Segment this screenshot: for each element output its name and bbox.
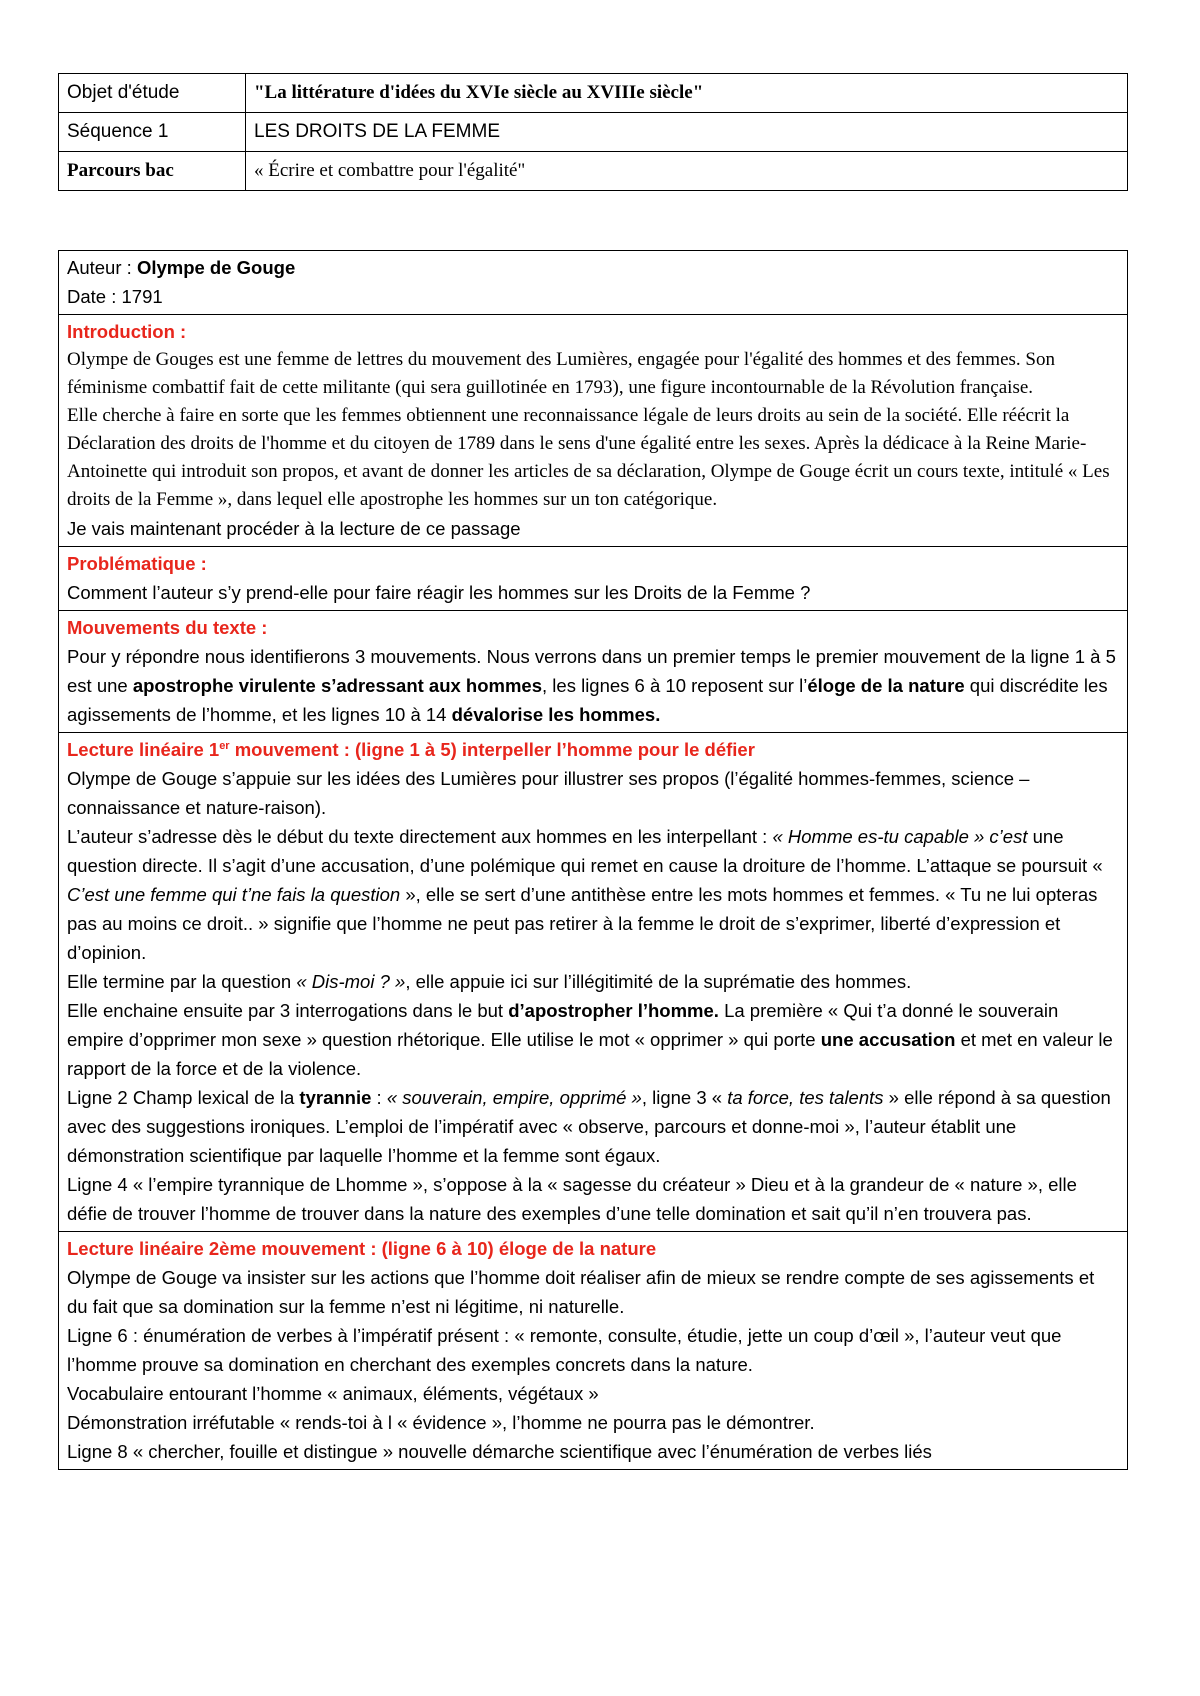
introduction-paragraph-2: Elle cherche à faire en sorte que les femmes obtiennent une reconnaissance légale de leurs droits au sein de la société. Elle réécrit la Déclaration des droits de l'homme et du citoyen de 1789 dans le sens d'une égalité entre les sexes. Après la dédicace à la Reine Marie-Antoinette qui introduit son propos, et avant de donner les articles de sa déclaration, Olympe de Gouge écrit un cours texte, intitulé « Les droits de la Femme », dans lequel elle apostrophe les hommes sur un ton catégorique. [67,405,1110,510]
lecture-2-title: Lecture linéaire 2ème mouvement : (ligne 6 à 10) éloge de la nature [67,1238,657,1259]
lecture-1-paragraph: Elle termine par la question « Dis-moi ? », elle appuie ici sur l’illégitimité de la suprématie des hommes. [67,971,912,992]
date-line: Date : 1791 [67,286,163,307]
introduction-title: Introduction : [67,321,187,342]
introduction-paragraph-1: Olympe de Gouges est une femme de lettres du mouvement des Lumières, engagée pour l'égalité des hommes et des femmes. Son féminisme combattif fait de cette militante (qui sera guillotinée en 1793), une figure incontournable de la Révolution française. [67,349,1055,398]
header-row-parcours [59,152,1128,191]
author-name: Olympe de Gouge [136,257,296,278]
sequence-value: LES DROITS DE LA FEMME [246,113,1128,152]
introduction-closing: Je vais maintenant procéder à la lecture de ce passage [67,518,521,539]
objet-label: Objet d'étude [59,74,246,113]
lecture-1-paragraph: Ligne 4 « l’empire tyrannique de Lhomme », s’oppose à la « sagesse du créateur » Dieu et à la grandeur de « nature », elle défie de trouver l’homme de trouver dans la nature des exemples d’une telle domination et sait qu’il n’en trouvera pas. [67,1174,1077,1224]
parcours-value: « Écrire et combattre pour l'égalité" [246,152,1128,191]
analysis-table [58,250,1128,1470]
lecture-2-paragraph: Ligne 8 « chercher, fouille et distingue » nouvelle démarche scientifique avec l’énumération de verbes liés [67,1441,932,1462]
lecture-1-title: Lecture linéaire 1er mouvement : (ligne 1 à 5) interpeller l’homme pour le défier [67,739,755,760]
problematique-text: Comment l’auteur s’y prend-elle pour faire réagir les hommes sur les Droits de la Femme ? [67,582,811,603]
lecture-2-paragraph: Ligne 6 : énumération de verbes à l’impératif présent : « remonte, consulte, étudie, jette un coup d’œil », l’auteur veut que l’homme prouve sa domination en cherchant des exemples concrets dans la nature. [67,1325,1062,1375]
mouvements-row [59,611,1128,733]
mouvements-text: Pour y répondre nous identifierons 3 mouvements. Nous verrons dans un premier temps le premier mouvement de la ligne 1 à 5 est une apostrophe virulente s’adressant aux hommes, les lignes 6 à 10 reposent sur l’éloge de la nature qui discrédite les agissements de l’homme, et les lignes 10 à 14 dévalorise les hommes. [67,646,1116,725]
lecture-2-paragraph: Démonstration irréfutable « rends-toi à l « évidence », l’homme ne pourra pas le démontrer. [67,1412,815,1433]
author-line: Auteur : Olympe de Gouge [67,257,296,278]
header-row-sequence [59,113,1128,152]
date-value: 1791 [121,286,163,307]
lecture-1-row [59,733,1128,1232]
sequence-label: Séquence 1 [59,113,246,152]
problematique-title: Problématique : [67,553,207,574]
header-row-objet [59,74,1128,113]
lecture-1-paragraph: Ligne 2 Champ lexical de la tyrannie : « souverain, empire, opprimé », ligne 3 « ta force, tes talents » elle répond à sa question avec des suggestions ironiques. L’emploi de l’impératif avec « observe, parcours et donne-moi », l’auteur établit une démonstration scientifique par laquelle l’homme et la femme sont égaux. [67,1087,1111,1166]
parcours-label: Parcours bac [59,152,246,191]
lecture-1-paragraph: L’auteur s’adresse dès le début du texte directement aux hommes en les interpellant : « Homme es-tu capable » c’est une question directe. Il s’agit d’une accusation, d’une polémique qui remet en cause la droiture de l’homme. L’attaque se poursuit « C’est une femme qui t’ne fais la question », elle se sert d’une antithèse entre les mots hommes et femmes. « Tu ne lui opteras pas au moins ce droit.. » signifie que l’homme ne peut pas retirer à la femme le droit de s’exprimer, liberté d’expression et d’opinion. [67,826,1103,963]
mouvements-title: Mouvements du texte : [67,617,268,638]
meta-row [59,251,1128,315]
lecture-2-row [59,1232,1128,1470]
introduction-row [59,315,1128,547]
lecture-1-paragraph: Elle enchaine ensuite par 3 interrogations dans le but d’apostropher l’homme. La première « Qui t’a donné le souverain empire d’opprimer mon sexe » question rhétorique. Elle utilise le mot « opprimer » qui porte une accusation et met en valeur le rapport de la force et de la violence. [67,1000,1113,1079]
lecture-1-paragraph: Olympe de Gouge s’appuie sur les idées des Lumières pour illustrer ses propos (l’égalité hommes-femmes, science – connaissance et nature-raison). [67,768,1030,818]
lecture-2-paragraph: Vocabulaire entourant l’homme « animaux, éléments, végétaux » [67,1383,599,1404]
header-table [58,73,1128,191]
objet-value: "La littérature d'idées du XVIe siècle au XVIIIe siècle" [246,74,1128,113]
lecture-2-paragraph: Olympe de Gouge va insister sur les actions que l’homme doit réaliser afin de mieux se rendre compte de ses agissements et du fait que sa domination sur la femme n’est ni légitime, ni naturelle. [67,1267,1095,1317]
problematique-row [59,547,1128,611]
